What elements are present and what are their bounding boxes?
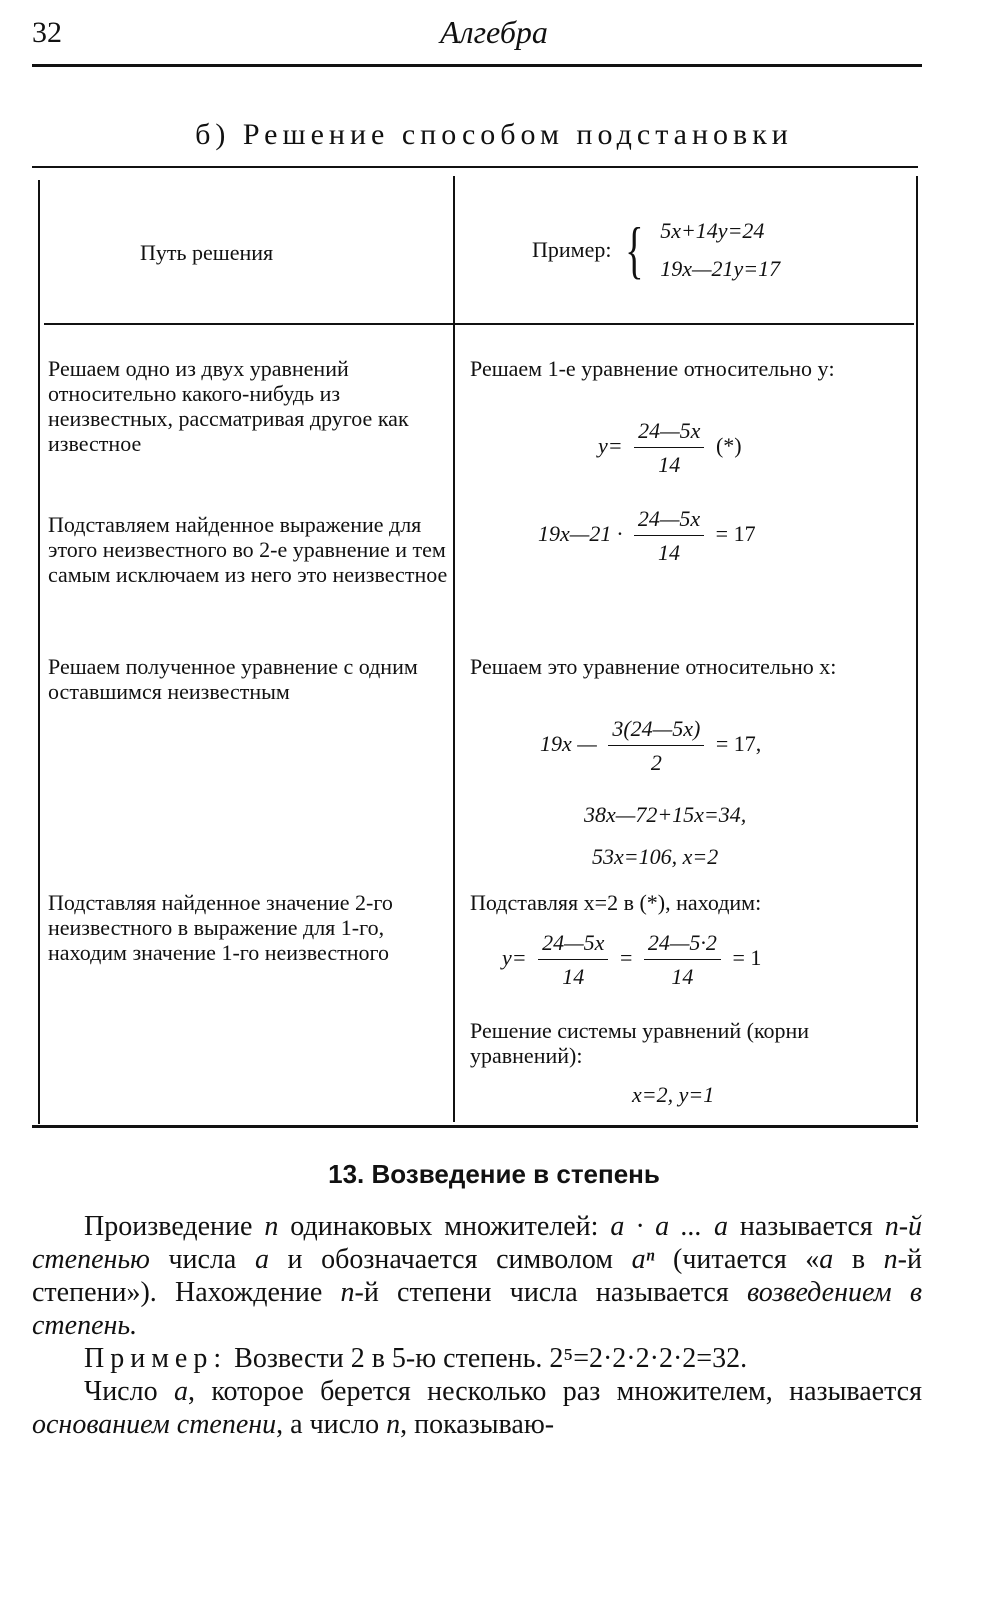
section-title: б) Решение способом подстановки [195, 118, 793, 151]
fraction-numerator: 24—5x [634, 506, 704, 536]
formula-y-value [502, 930, 761, 990]
header-rule [32, 64, 922, 67]
fraction-denominator: 2 [650, 750, 662, 775]
formula-tail: = 17 [715, 521, 756, 547]
formula-substitution [538, 506, 756, 566]
formula-tail: (*) [715, 433, 742, 459]
system-equation-1: 5x+14y=24 [660, 218, 765, 243]
fraction-numerator: 24—5x [634, 418, 704, 448]
table-header-rule [44, 323, 914, 325]
left-cell-3: Решаем полученное уравнение с одним оставшимся неизвестным [48, 654, 418, 704]
formula-lhs: y= [598, 433, 623, 459]
paragraph-base: Число a, которое берется несколько раз множителем, называется основанием степени, а число n, показываю- [32, 1376, 922, 1440]
paragraph-definition: Произведение n одинаковых множителей: a · a ... a называется n-й степенью числа a и обозначается символом aⁿ (читается «a в n-й степени»). Нахождение n-й степени числа называется возведением в степень. [32, 1211, 923, 1341]
equals-sign: = [619, 945, 633, 971]
fraction [644, 930, 721, 990]
left-cell-2: Подставляем найденное выражение для этого неизвестного во 2-е уравнение и тем самым исключаем из него это неизвестное [48, 512, 448, 587]
fraction [608, 716, 704, 776]
right-column-header [532, 212, 780, 288]
table-right-border [916, 176, 918, 1122]
fraction-numerator: 24—5·2 [644, 930, 721, 960]
equation-system [660, 212, 780, 288]
fraction [634, 418, 704, 478]
example-label: Пример: [84, 1343, 228, 1374]
method-table [32, 166, 918, 1128]
fraction-denominator: 14 [671, 964, 694, 989]
fraction-numerator: 3(24—5x) [608, 716, 704, 746]
fraction-denominator: 14 [658, 452, 681, 477]
step3-text: Решаем это уравнение относительно x: [470, 654, 837, 679]
term-exponentiation: возведением в степень. [32, 1277, 922, 1341]
example-label: Пример: [532, 237, 612, 262]
fraction-numerator: 24—5x [538, 930, 608, 960]
step4-text: Подставляя x=2 в (*), находим: [470, 890, 762, 915]
formula-lhs: 19x — [540, 731, 597, 757]
running-title: Алгебра [440, 14, 548, 50]
fraction-denominator: 14 [657, 540, 680, 565]
formula-simplified: 38x—72+15x=34, [584, 802, 747, 827]
formula-x-value: 53x=106, x=2 [592, 844, 719, 869]
left-column-header: Путь решения [140, 240, 274, 265]
fraction-denominator: 14 [562, 964, 585, 989]
formula-tail: = 17, [715, 731, 762, 757]
solution-text: Решение системы уравнений (корни уравнений): [470, 1018, 810, 1068]
left-cell-4: Подставляя найденное значение 2-го неизвестного в выражение для 1-го, находим значение 1-го неизвестного [48, 890, 393, 965]
step1-text: Решаем 1-е уравнение относительно y: [470, 356, 835, 381]
system-brace: { [625, 214, 645, 285]
formula-y-expression [598, 418, 742, 478]
term-nth-power: n-й степенью [32, 1211, 923, 1275]
system-equation-2: 19x—21y=17 [660, 256, 781, 281]
paragraph-example: Пример: Возвести 2 в 5-ю степень. 2⁵=2·2·2·2·2=32. [84, 1343, 748, 1374]
formula-tail: = 1 [732, 945, 762, 971]
left-cell-1: Решаем одно из двух уравнений относительно какого-нибудь из неизвестных, рассматривая другое как известное [48, 356, 409, 456]
formula-solve-x [540, 716, 761, 776]
solution-values: x=2, y=1 [632, 1082, 715, 1107]
table-left-border [38, 180, 40, 1124]
table-column-divider [453, 176, 455, 1122]
formula-lhs: 19x—21 · [538, 521, 623, 547]
subsection-title: 13. Возведение в степень [328, 1159, 660, 1189]
fraction [634, 506, 704, 566]
fraction [538, 930, 608, 990]
page-number: 32 [32, 16, 62, 49]
term-base: основанием степени [32, 1409, 277, 1440]
formula-lhs: y= [502, 945, 527, 971]
body-text [32, 1210, 922, 1441]
